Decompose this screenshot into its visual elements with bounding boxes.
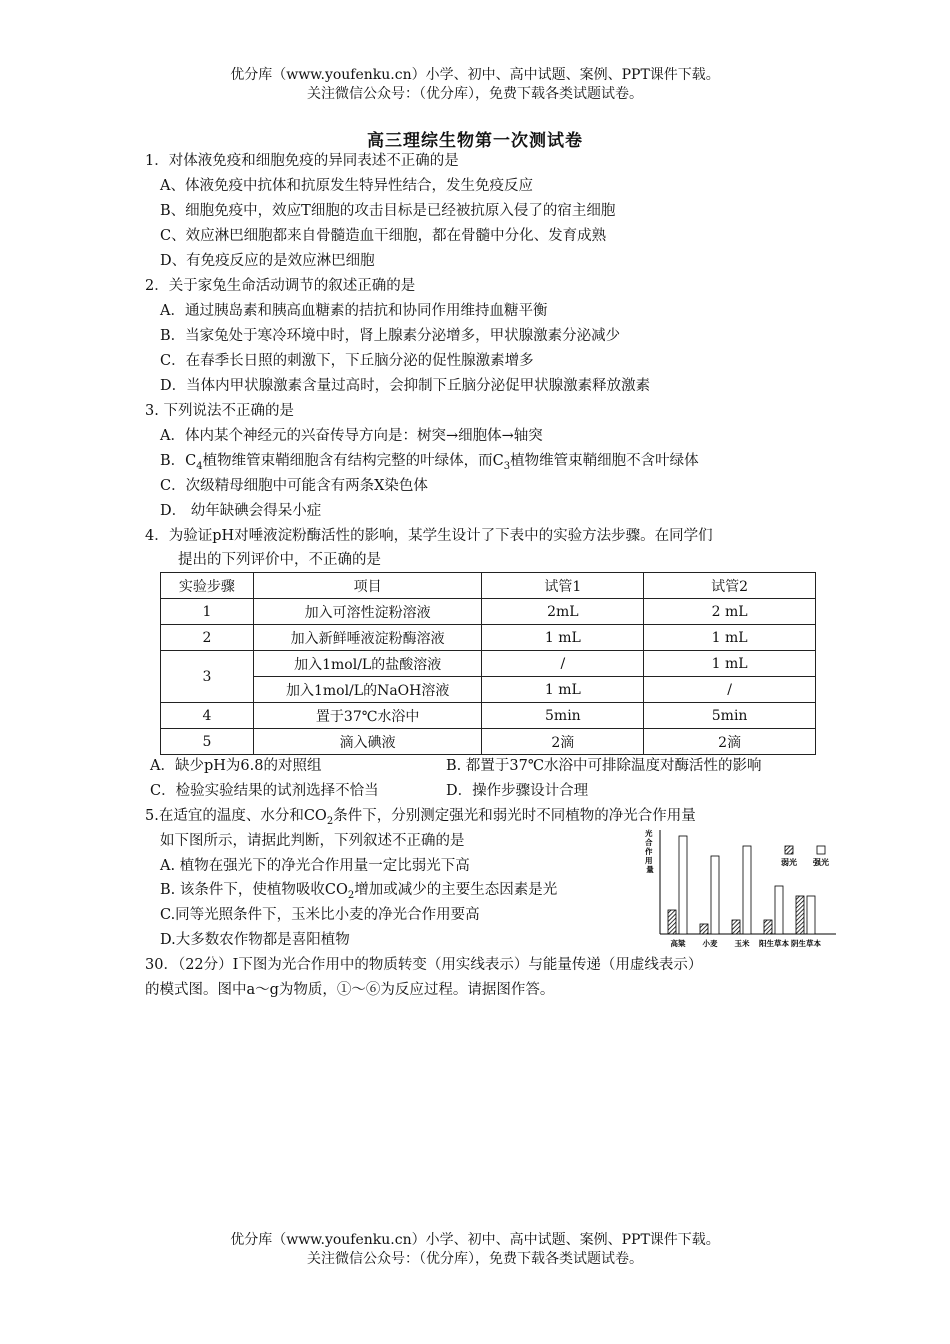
q4-option-a: A．缺少pH为6.8的对照组 <box>150 758 322 774</box>
bar-strong-5 <box>807 896 815 934</box>
q5-option-a: A. 植物在强光下的净光合作用量一定比弱光下高 <box>160 858 470 874</box>
table-header-cell: 试管2 <box>644 573 816 599</box>
table-cell: 1 mL <box>644 625 816 651</box>
q5-stem-line2: 如下图所示，请据此判断，下列叙述不正确的是 <box>160 833 465 849</box>
q4-option-b: B. 都置于37℃水浴中可排除温度对酶活性的影响 <box>446 758 762 774</box>
table-row <box>161 651 816 677</box>
q5-option-b <box>160 880 557 906</box>
x-tick-label: 小麦 <box>702 939 718 948</box>
table-cell: / <box>644 677 816 703</box>
table-cell: 4 <box>161 703 254 729</box>
page-title: 高三理综生物第一次测试卷 <box>367 131 583 151</box>
q2-option-a: A．通过胰岛素和胰高血糖素的拮抗和协同作用维持血糖平衡 <box>160 303 548 319</box>
q5-b-part2: 增加或减少的主要生态因素是光 <box>354 882 558 898</box>
q3-b-sub1: 4 <box>196 460 203 472</box>
legend-strong-label: 强光 <box>813 858 829 867</box>
bar-strong-3 <box>743 846 751 934</box>
chart-ylabel-char: 用 <box>644 856 653 865</box>
table-row <box>161 599 816 625</box>
q5-b-part1: B. 该条件下，使植物吸收CO <box>160 882 348 898</box>
table-cell: 2 <box>161 625 254 651</box>
table-cell: 5min <box>482 703 644 729</box>
chart-ylabel-char: 量 <box>646 865 654 874</box>
table-cell: 1 mL <box>482 677 644 703</box>
table-row <box>161 703 816 729</box>
q3-option-a: A．体内某个神经元的兴奋传导方向是：树突→细胞体→轴突 <box>160 428 543 444</box>
q4-stem-line2: 提出的下列评价中，不正确的是 <box>178 552 381 568</box>
table-cell: 加入1mol/L的NaOH溶液 <box>253 677 482 703</box>
q5-stem-sub: 2 <box>326 815 334 827</box>
table-cell: 5 <box>161 729 254 755</box>
table-header-row <box>161 573 816 599</box>
chart-ylabel <box>645 828 655 874</box>
table-row <box>161 625 816 651</box>
q2-stem: 2．关于家兔生命活动调节的叙述正确的是 <box>145 278 416 294</box>
table-cell: 加入可溶性淀粉溶液 <box>253 599 482 625</box>
footer-line-1: 优分库（www.youfenku.cn）小学、初中、高中试题、案例、PPT课件下载。 <box>230 1232 720 1248</box>
q2-option-c: C．在春季长日照的刺激下，下丘脑分泌的促性腺激素增多 <box>160 353 534 369</box>
q30-line1: 30．（22分）Ⅰ下图为光合作用中的物质转变（用实线表示）与能量传递（用虚线表示） <box>145 957 703 973</box>
q4-option-d: D．操作步骤设计合理 <box>446 783 589 799</box>
q3-b-part1: B．C <box>160 453 197 469</box>
q1-option-c: C、效应淋巴细胞都来自骨髓造血干细胞，都在骨髓中分化、发育成熟 <box>160 228 607 244</box>
x-tick-label: 阳生草本 <box>759 939 789 948</box>
chart-ylabel-char: 合 <box>644 838 653 847</box>
table-cell: 加入新鲜唾液淀粉酶溶液 <box>253 625 482 651</box>
q30-line2: 的模式图。图中a～g为物质，①～⑥为反应过程。请据图作答。 <box>145 982 555 998</box>
bar-weak-1 <box>668 910 676 934</box>
footer-line-2: 关注微信公众号：（优分库），免费下载各类试题试卷。 <box>307 1251 643 1267</box>
bar-strong-4 <box>775 886 783 934</box>
legend-weak-label: 弱光 <box>781 858 797 867</box>
q1-option-a: A、体液免疫中抗体和抗原发生特异性结合，发生免疫反应 <box>160 178 533 194</box>
table-cell: 2滴 <box>644 729 816 755</box>
header-line-1: 优分库（www.youfenku.cn）小学、初中、高中试题、案例、PPT课件下载。 <box>230 67 720 83</box>
table-cell: 5min <box>644 703 816 729</box>
bar-weak-4 <box>764 920 772 934</box>
x-tick-label: 玉米 <box>734 939 750 948</box>
table-cell: 2滴 <box>482 729 644 755</box>
table-cell: 置于37℃水浴中 <box>253 703 482 729</box>
q3-stem: 3. 下列说法不正确的是 <box>145 403 294 419</box>
bar-weak-3 <box>732 920 740 934</box>
bar-weak-5 <box>796 896 804 934</box>
table-cell: / <box>482 651 644 677</box>
table-row <box>161 677 816 703</box>
header-line-2: 关注微信公众号：（优分库），免费下载各类试题试卷。 <box>307 86 643 102</box>
q4-stem-line1: 4．为验证pH对唾液淀粉酶活性的影响，某学生设计了下表中的实验方法步骤。在同学们 <box>145 528 713 544</box>
q1-option-d: D、有免疫反应的是效应淋巴细胞 <box>160 253 375 269</box>
q2-option-b: B．当家兔处于寒冷环境中时，肾上腺素分泌增多，甲状腺激素分泌减少 <box>160 328 621 344</box>
table-cell: 2mL <box>482 599 644 625</box>
experiment-table <box>160 572 816 755</box>
table-header-cell: 项目 <box>253 573 482 599</box>
table-cell: 1 mL <box>644 651 816 677</box>
bar-strong-1 <box>679 836 687 934</box>
q3-option-c: C．次级精母细胞中可能含有两条X染色体 <box>160 478 428 494</box>
chart-ylabel-char: 作 <box>644 847 653 856</box>
photosynthesis-bar-chart <box>640 826 840 952</box>
table-cell: 1 <box>161 599 254 625</box>
table-cell: 加入1mol/L的盐酸溶液 <box>253 651 482 677</box>
q5-option-d: D.大多数农作物都是喜阳植物 <box>160 932 350 948</box>
q3-b-part2: 植物维管束鞘细胞含有结构完整的叶绿体，而C <box>202 453 504 469</box>
table-cell: 1 mL <box>482 625 644 651</box>
q5-stem-part1: 5.在适宜的温度、水分和CO <box>145 808 327 824</box>
q1-option-b: B、细胞免疫中，效应T细胞的攻击目标是已经被抗原入侵了的宿主细胞 <box>160 203 616 219</box>
q3-b-sub2: 3 <box>503 460 511 472</box>
q5-b-sub: 2 <box>347 889 355 901</box>
q3-option-b <box>160 451 699 477</box>
q3-b-part3: 植物维管束鞘细胞不含叶绿体 <box>510 453 699 469</box>
legend-strong-swatch <box>817 846 825 854</box>
q3-option-d: D． 幼年缺碘会得呆小症 <box>160 503 322 519</box>
table-cell: 3 <box>161 651 254 703</box>
chart-ylabel-char: 光 <box>644 829 653 838</box>
bar-weak-2 <box>700 924 708 934</box>
legend-weak-swatch <box>785 846 793 854</box>
bar-strong-2 <box>711 856 719 934</box>
table-cell: 2 mL <box>644 599 816 625</box>
x-tick-label: 阴生草本 <box>791 939 821 948</box>
table-cell: 滴入碘液 <box>253 729 482 755</box>
q4-option-c: C．检验实验结果的试剂选择不恰当 <box>150 783 379 799</box>
table-row <box>161 729 816 755</box>
q5-stem-part2: 条件下，分别测定强光和弱光时不同植物的净光合作用量 <box>333 808 696 824</box>
x-tick-label: 高粱 <box>670 939 686 948</box>
table-header-cell: 试管1 <box>482 573 644 599</box>
q5-stem-line1 <box>145 806 696 832</box>
q1-stem: 1．对体液免疫和细胞免疫的异同表述不正确的是 <box>145 153 459 169</box>
q5-option-c: C.同等光照条件下，玉米比小麦的净光合作用要高 <box>160 907 480 923</box>
q2-option-d: D．当体内甲状腺激素含量过高时，会抑制下丘脑分泌促甲状腺激素释放激素 <box>160 378 651 394</box>
table-header-cell: 实验步骤 <box>161 573 254 599</box>
